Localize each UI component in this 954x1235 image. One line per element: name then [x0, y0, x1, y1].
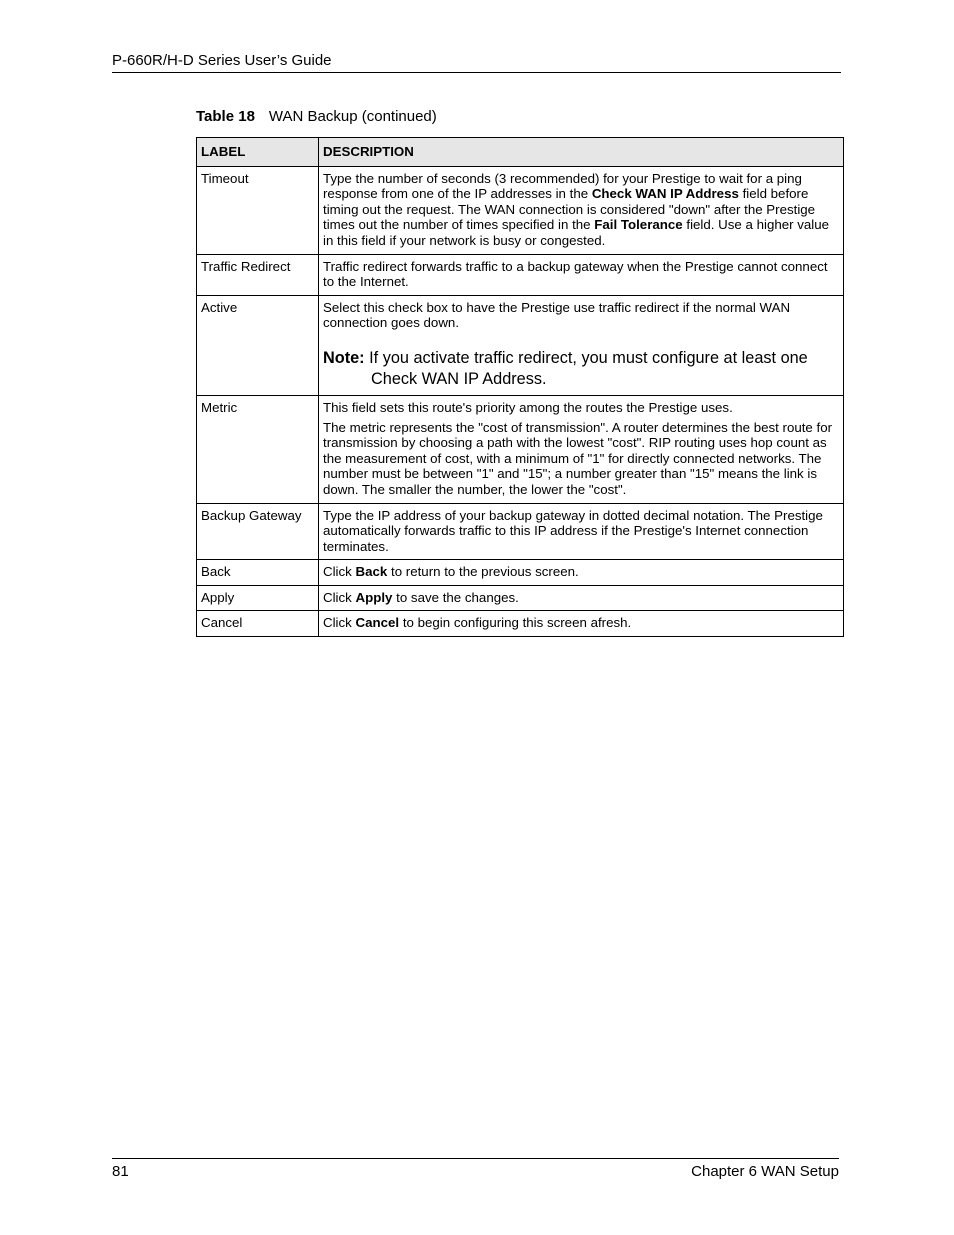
row-description — [319, 166, 844, 254]
description-text: field. Use a higher value in this field if your network is busy or congested. — [323, 217, 830, 248]
description-text: Click — [323, 589, 356, 605]
wan-backup-table — [196, 137, 844, 637]
note — [323, 348, 839, 390]
description-text: Click — [323, 615, 356, 631]
row-description — [319, 395, 844, 503]
description-text: to begin configuring this screen afresh. — [399, 615, 632, 631]
table-header-row — [197, 138, 844, 167]
table-row — [197, 166, 844, 254]
row-label: Metric — [197, 395, 319, 503]
field-name-text: Cancel — [355, 615, 400, 631]
table-row — [197, 611, 844, 637]
description-paragraph — [323, 508, 839, 555]
table-row — [197, 560, 844, 586]
row-description — [319, 503, 844, 560]
description-column-header: DESCRIPTION — [319, 138, 844, 167]
description-paragraph — [323, 400, 839, 416]
description-text: Traffic redirect forwards traffic to a backup gateway when the Prestige cannot connect to the Internet. — [323, 258, 828, 290]
row-label: Timeout — [197, 166, 319, 254]
row-label: Backup Gateway — [197, 503, 319, 560]
field-name-text: Fail Tolerance — [594, 217, 683, 233]
table-row — [197, 395, 844, 503]
row-label: Cancel — [197, 611, 319, 637]
field-name-text: Back — [355, 564, 388, 580]
description-text: Type the number of seconds (3 recommended) for your Prestige to wait for a ping response from one of the IP addresses in the — [323, 170, 802, 202]
row-label: Active — [197, 295, 319, 395]
description-text: The metric represents the "cost of transmission". A router determines the best route for transmission by choosing a path with the lowest "cost". RIP routing uses hop count as the measurement of cost, with a minimum of "1" for directly connected networks. The number must be between "1" and "15"; a number greater than "15" means the link is down. The smaller the number, the lower the "cost". — [323, 419, 833, 497]
chapter-title: Chapter 6 WAN Setup — [691, 1163, 839, 1180]
description-paragraph — [323, 259, 839, 290]
description-paragraph — [323, 590, 839, 606]
field-name-text: Apply — [355, 589, 393, 605]
description-text: to return to the previous screen. — [387, 564, 579, 580]
table-row — [197, 295, 844, 395]
table-body — [197, 166, 844, 636]
page-number: 81 — [112, 1163, 129, 1180]
description-paragraph — [323, 171, 839, 249]
row-description — [319, 560, 844, 586]
table-row — [197, 585, 844, 611]
description-text: This field sets this route's priority among the routes the Prestige uses. — [323, 399, 733, 415]
row-label: Apply — [197, 585, 319, 611]
page-header — [112, 51, 841, 73]
row-label: Traffic Redirect — [197, 254, 319, 295]
row-label: Back — [197, 560, 319, 586]
page-footer — [112, 1158, 839, 1181]
label-column-header: LABEL — [197, 138, 319, 167]
description-text: to save the changes. — [392, 589, 519, 605]
description-text: Click — [323, 564, 356, 580]
description-text: Select this check box to have the Prestige use traffic redirect if the normal WAN connection goes down. — [323, 299, 791, 331]
note-label: Note: — [323, 348, 365, 367]
header-title: P-660R/H-D Series User’s Guide — [112, 52, 332, 69]
table-caption — [196, 108, 437, 126]
row-description — [319, 254, 844, 295]
note-text: If you activate traffic redirect, you must configure at least one Check WAN IP Address. — [364, 348, 808, 388]
description-text: Type the IP address of your backup gateway in dotted decimal notation. The Prestige automatically forwards traffic to this IP address if the Prestige's Internet connection terminates. — [323, 507, 823, 554]
description-text: field before timing out the request. The WAN connection is considered "down" after the Prestige times out the number of times specified in the — [323, 186, 816, 233]
description-paragraph — [323, 300, 839, 331]
field-name-text: Check WAN IP Address — [591, 186, 739, 202]
description-paragraph — [323, 615, 839, 631]
description-paragraph — [323, 420, 839, 498]
table-row — [197, 503, 844, 560]
table-row — [197, 254, 844, 295]
table-caption-number: Table 18 — [196, 108, 255, 125]
description-paragraph — [323, 564, 839, 580]
row-description — [319, 611, 844, 637]
table-caption-title: WAN Backup (continued) — [268, 108, 437, 125]
row-description — [319, 585, 844, 611]
row-description — [319, 295, 844, 395]
